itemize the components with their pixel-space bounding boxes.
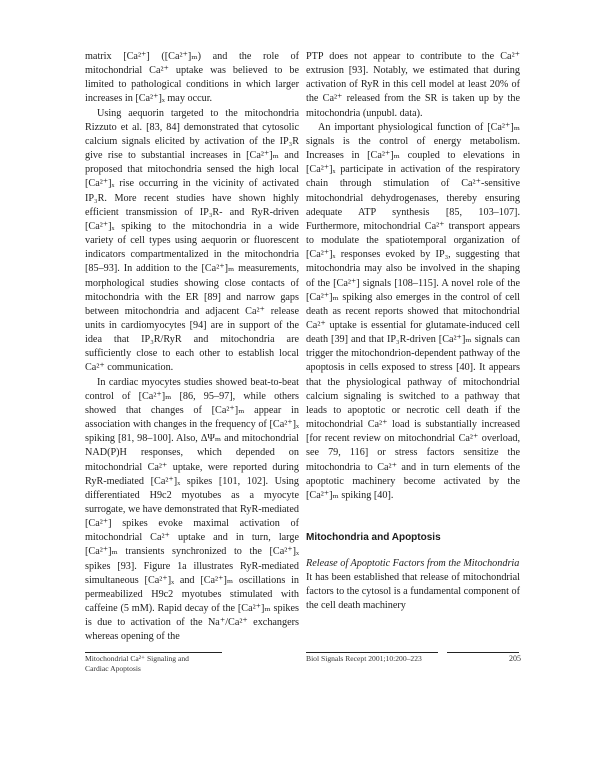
paragraph: An important physiological function of [Ca²⁺]ₘ signals is the control of energy metabolism. Increases in [Ca²⁺]ₘ coupled to elevations in [Ca²⁺]ₓ participate in activation of the respiratory chain through stimulation of Ca²⁺-sensitive mitochondrial dehydrogenases, thereby ensuring adequate ATP synthesis [85, 103–107]. Furthermore, mitochondrial Ca²⁺ transport appears to modulate the spatiotemporal organization of [Ca²⁺]ₓ responses evoked by IP₃, suggesting that mitochondria may also be involved in the shaping of the [Ca²⁺] signals [108–115]. A novel role of the [Ca²⁺]ₘ spiking also emerges in the control of cell death as recent reports showed that mitochondrial Ca²⁺ uptake is essential for glutamate-induced cell death [39] and that IP₃R-driven [Ca²⁺]ₘ signals can trigger the mitochondrion-dependent pathway of the apoptosis in cells exposed to stress [40]. It appears that the physiological pathway of mitochondrial calcium signaling is switched to a pathway that leads to apoptotic or necrotic cell death if the mitochondrial Ca²⁺ load is substantially increased [for recent review on mitochondrial Ca²⁺ overload, see 79, 116] or stress factors sensitize the mitochondria to Ca²⁺ and in turn elements of the apoptotic machinery become activated by the [Ca²⁺]ₘ spiking [40]. [306,121,520,501]
paragraph: It has been established that release of mitochondrial factors to the cytosol is a fundamental component of the cell death machinery [306,572,520,612]
paragraph: PTP does not appear to contribute to the Ca²⁺ extrusion [93]. Notably, we estimated that during activation of RyR in this cell model at least 20% of the Ca²⁺ released from the SR is taken up by the mitochondria (unpubl. data). [306,51,520,119]
footer-rule [447,652,519,653]
section-heading: Mitochondria and Apoptosis [306,532,441,543]
paragraph: matrix [Ca²⁺] ([Ca²⁺]ₘ) and the role of mitochondrial Ca²⁺ uptake was believed to be limited to pathological conditions in which larger increases in [Ca²⁺]ₓ may occur. [85,51,299,105]
page-number: 205 [509,654,521,663]
footer-rule [306,652,438,653]
running-title [85,654,225,674]
left-column [85,50,299,645]
running-title-line: Cardiac Apoptosis [85,664,141,673]
paragraph: In cardiac myocytes studies showed beat-to-beat control of [Ca²⁺]ₘ [86, 95–97], while others showed that changes of [Ca²⁺]ₘ appear in association with changes in the frequency of [Ca²⁺]ₓ spiking [81, 98–100]. Also, ΔΨₘ and mitochondrial NAD(P)H responses, which depended on mitochondrial Ca²⁺ uptake, were reported during RyR-mediated [Ca²⁺]ₓ spikes [101, 102]. Using differentiated H9c2 myotubes as a myocyte surrogate, we have demonstrated that RyR-mediated [Ca²⁺] spikes evoke maximal activation of mitochondrial Ca²⁺ uptake and in turn, large [Ca²⁺]ₘ transients synchronized to the [Ca²⁺]ₓ spikes [93]. Figure 1a illustrates RyR-mediated simultaneous [Ca²⁺]ₓ and [Ca²⁺]ₘ oscillations in permeabilized H9c2 myotubes stimulated with caffeine (5 mM). Rapid decay of the [Ca²⁺]ₘ spikes is due to activation of the Na⁺/Ca²⁺ exchangers whereas opening of the [85,376,299,643]
journal-citation: Biol Signals Recept 2001;10:200–223 [306,654,422,663]
subsection-heading: Release of Apoptotic Factors from the Mitochondria [306,558,520,569]
paragraph: Using aequorin targeted to the mitochondria Rizzuto et al. [83, 84] demonstrated that cytosolic calcium signals elicited by activation of the IP₃R give rise to substantial increases in [Ca²⁺]ₘ and proposed that mitochondria sensed the high local [Ca²⁺]ₓ rise occurring in the vicinity of activated IP₃R. More recent studies have shown highly efficient transmission of IP₃R- and RyR-driven [Ca²⁺]ₓ spiking to the mitochondria in a wide variety of cell types using aequorin or fluorescent indicators compartmentalized in the mitochondria [85–93]. In addition to the [Ca²⁺]ₘ measurements, morphological studies showing close contacts of mitochondria with the ER [89] and narrow gaps between mitochondria and adjacent Ca²⁺ release units in cardiomyocytes [94] are in support of the idea that IP₃R/RyR and mitochondria are sufficiently close to each other to establish local Ca²⁺ communication. [85,107,299,374]
footer-rule [85,652,222,653]
running-title-line: Mitochondrial Ca²⁺ Signaling and [85,654,189,663]
right-column [306,50,520,614]
